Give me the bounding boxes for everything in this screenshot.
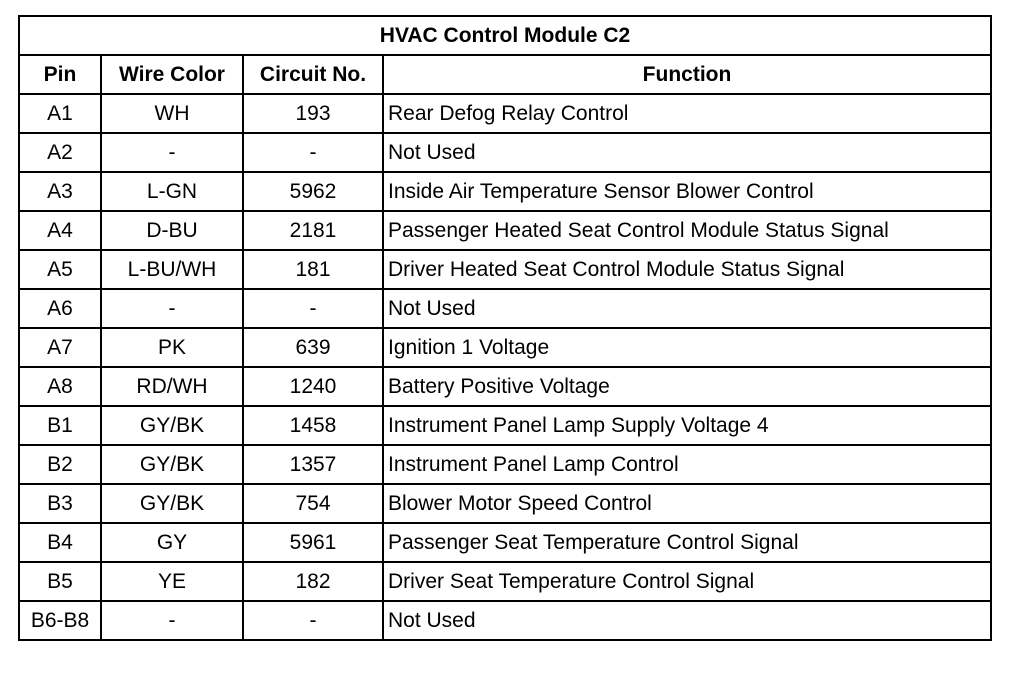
cell-function: Driver Seat Temperature Control Signal: [383, 562, 991, 601]
cell-wire-color: YE: [101, 562, 243, 601]
header-pin: Pin: [19, 55, 101, 94]
header-circuit-no: Circuit No.: [243, 55, 383, 94]
header-function: Function: [383, 55, 991, 94]
cell-function: Blower Motor Speed Control: [383, 484, 991, 523]
cell-function: Battery Positive Voltage: [383, 367, 991, 406]
cell-pin: B3: [19, 484, 101, 523]
cell-circuit-no: 1458: [243, 406, 383, 445]
cell-wire-color: WH: [101, 94, 243, 133]
cell-circuit-no: 181: [243, 250, 383, 289]
cell-wire-color: -: [101, 289, 243, 328]
table-row: [19, 328, 991, 367]
table-row: [19, 406, 991, 445]
cell-circuit-no: 1240: [243, 367, 383, 406]
table-row: [19, 289, 991, 328]
cell-circuit-no: 5962: [243, 172, 383, 211]
cell-circuit-no: 5961: [243, 523, 383, 562]
cell-function: Not Used: [383, 133, 991, 172]
cell-pin: B2: [19, 445, 101, 484]
cell-wire-color: -: [101, 601, 243, 640]
table-row: [19, 250, 991, 289]
cell-wire-color: GY: [101, 523, 243, 562]
cell-pin: A1: [19, 94, 101, 133]
table-body: [19, 94, 991, 640]
cell-wire-color: GY/BK: [101, 484, 243, 523]
cell-circuit-no: 1357: [243, 445, 383, 484]
cell-circuit-no: -: [243, 289, 383, 328]
cell-function: Passenger Heated Seat Control Module Status Signal: [383, 211, 991, 250]
cell-wire-color: GY/BK: [101, 445, 243, 484]
cell-wire-color: -: [101, 133, 243, 172]
cell-pin: A2: [19, 133, 101, 172]
cell-pin: A7: [19, 328, 101, 367]
cell-pin: B6-B8: [19, 601, 101, 640]
table-header-row: [19, 55, 991, 94]
cell-circuit-no: 182: [243, 562, 383, 601]
cell-wire-color: PK: [101, 328, 243, 367]
cell-pin: B4: [19, 523, 101, 562]
cell-function: Instrument Panel Lamp Supply Voltage 4: [383, 406, 991, 445]
table-row: [19, 367, 991, 406]
cell-function: Not Used: [383, 289, 991, 328]
connector-pinout-table: [18, 15, 992, 641]
cell-function: Rear Defog Relay Control: [383, 94, 991, 133]
table-row: [19, 211, 991, 250]
cell-circuit-no: -: [243, 133, 383, 172]
cell-function: Ignition 1 Voltage: [383, 328, 991, 367]
cell-function: Inside Air Temperature Sensor Blower Control: [383, 172, 991, 211]
cell-pin: A3: [19, 172, 101, 211]
cell-wire-color: L-GN: [101, 172, 243, 211]
table-row: [19, 172, 991, 211]
table-row: [19, 445, 991, 484]
cell-pin: B1: [19, 406, 101, 445]
cell-wire-color: L-BU/WH: [101, 250, 243, 289]
table-row: [19, 133, 991, 172]
table-row: [19, 523, 991, 562]
cell-wire-color: GY/BK: [101, 406, 243, 445]
cell-circuit-no: -: [243, 601, 383, 640]
cell-pin: B5: [19, 562, 101, 601]
cell-circuit-no: 2181: [243, 211, 383, 250]
cell-function: Driver Heated Seat Control Module Status Signal: [383, 250, 991, 289]
cell-wire-color: RD/WH: [101, 367, 243, 406]
table-row: [19, 562, 991, 601]
cell-pin: A5: [19, 250, 101, 289]
table-row: [19, 484, 991, 523]
header-wire-color: Wire Color: [101, 55, 243, 94]
cell-circuit-no: 754: [243, 484, 383, 523]
cell-function: Passenger Seat Temperature Control Signal: [383, 523, 991, 562]
table-row: [19, 94, 991, 133]
cell-circuit-no: 193: [243, 94, 383, 133]
cell-circuit-no: 639: [243, 328, 383, 367]
table-title: HVAC Control Module C2: [19, 16, 991, 55]
cell-pin: A6: [19, 289, 101, 328]
cell-pin: A8: [19, 367, 101, 406]
table-row: [19, 601, 991, 640]
cell-wire-color: D-BU: [101, 211, 243, 250]
cell-pin: A4: [19, 211, 101, 250]
table-title-row: [19, 16, 991, 55]
cell-function: Instrument Panel Lamp Control: [383, 445, 991, 484]
cell-function: Not Used: [383, 601, 991, 640]
